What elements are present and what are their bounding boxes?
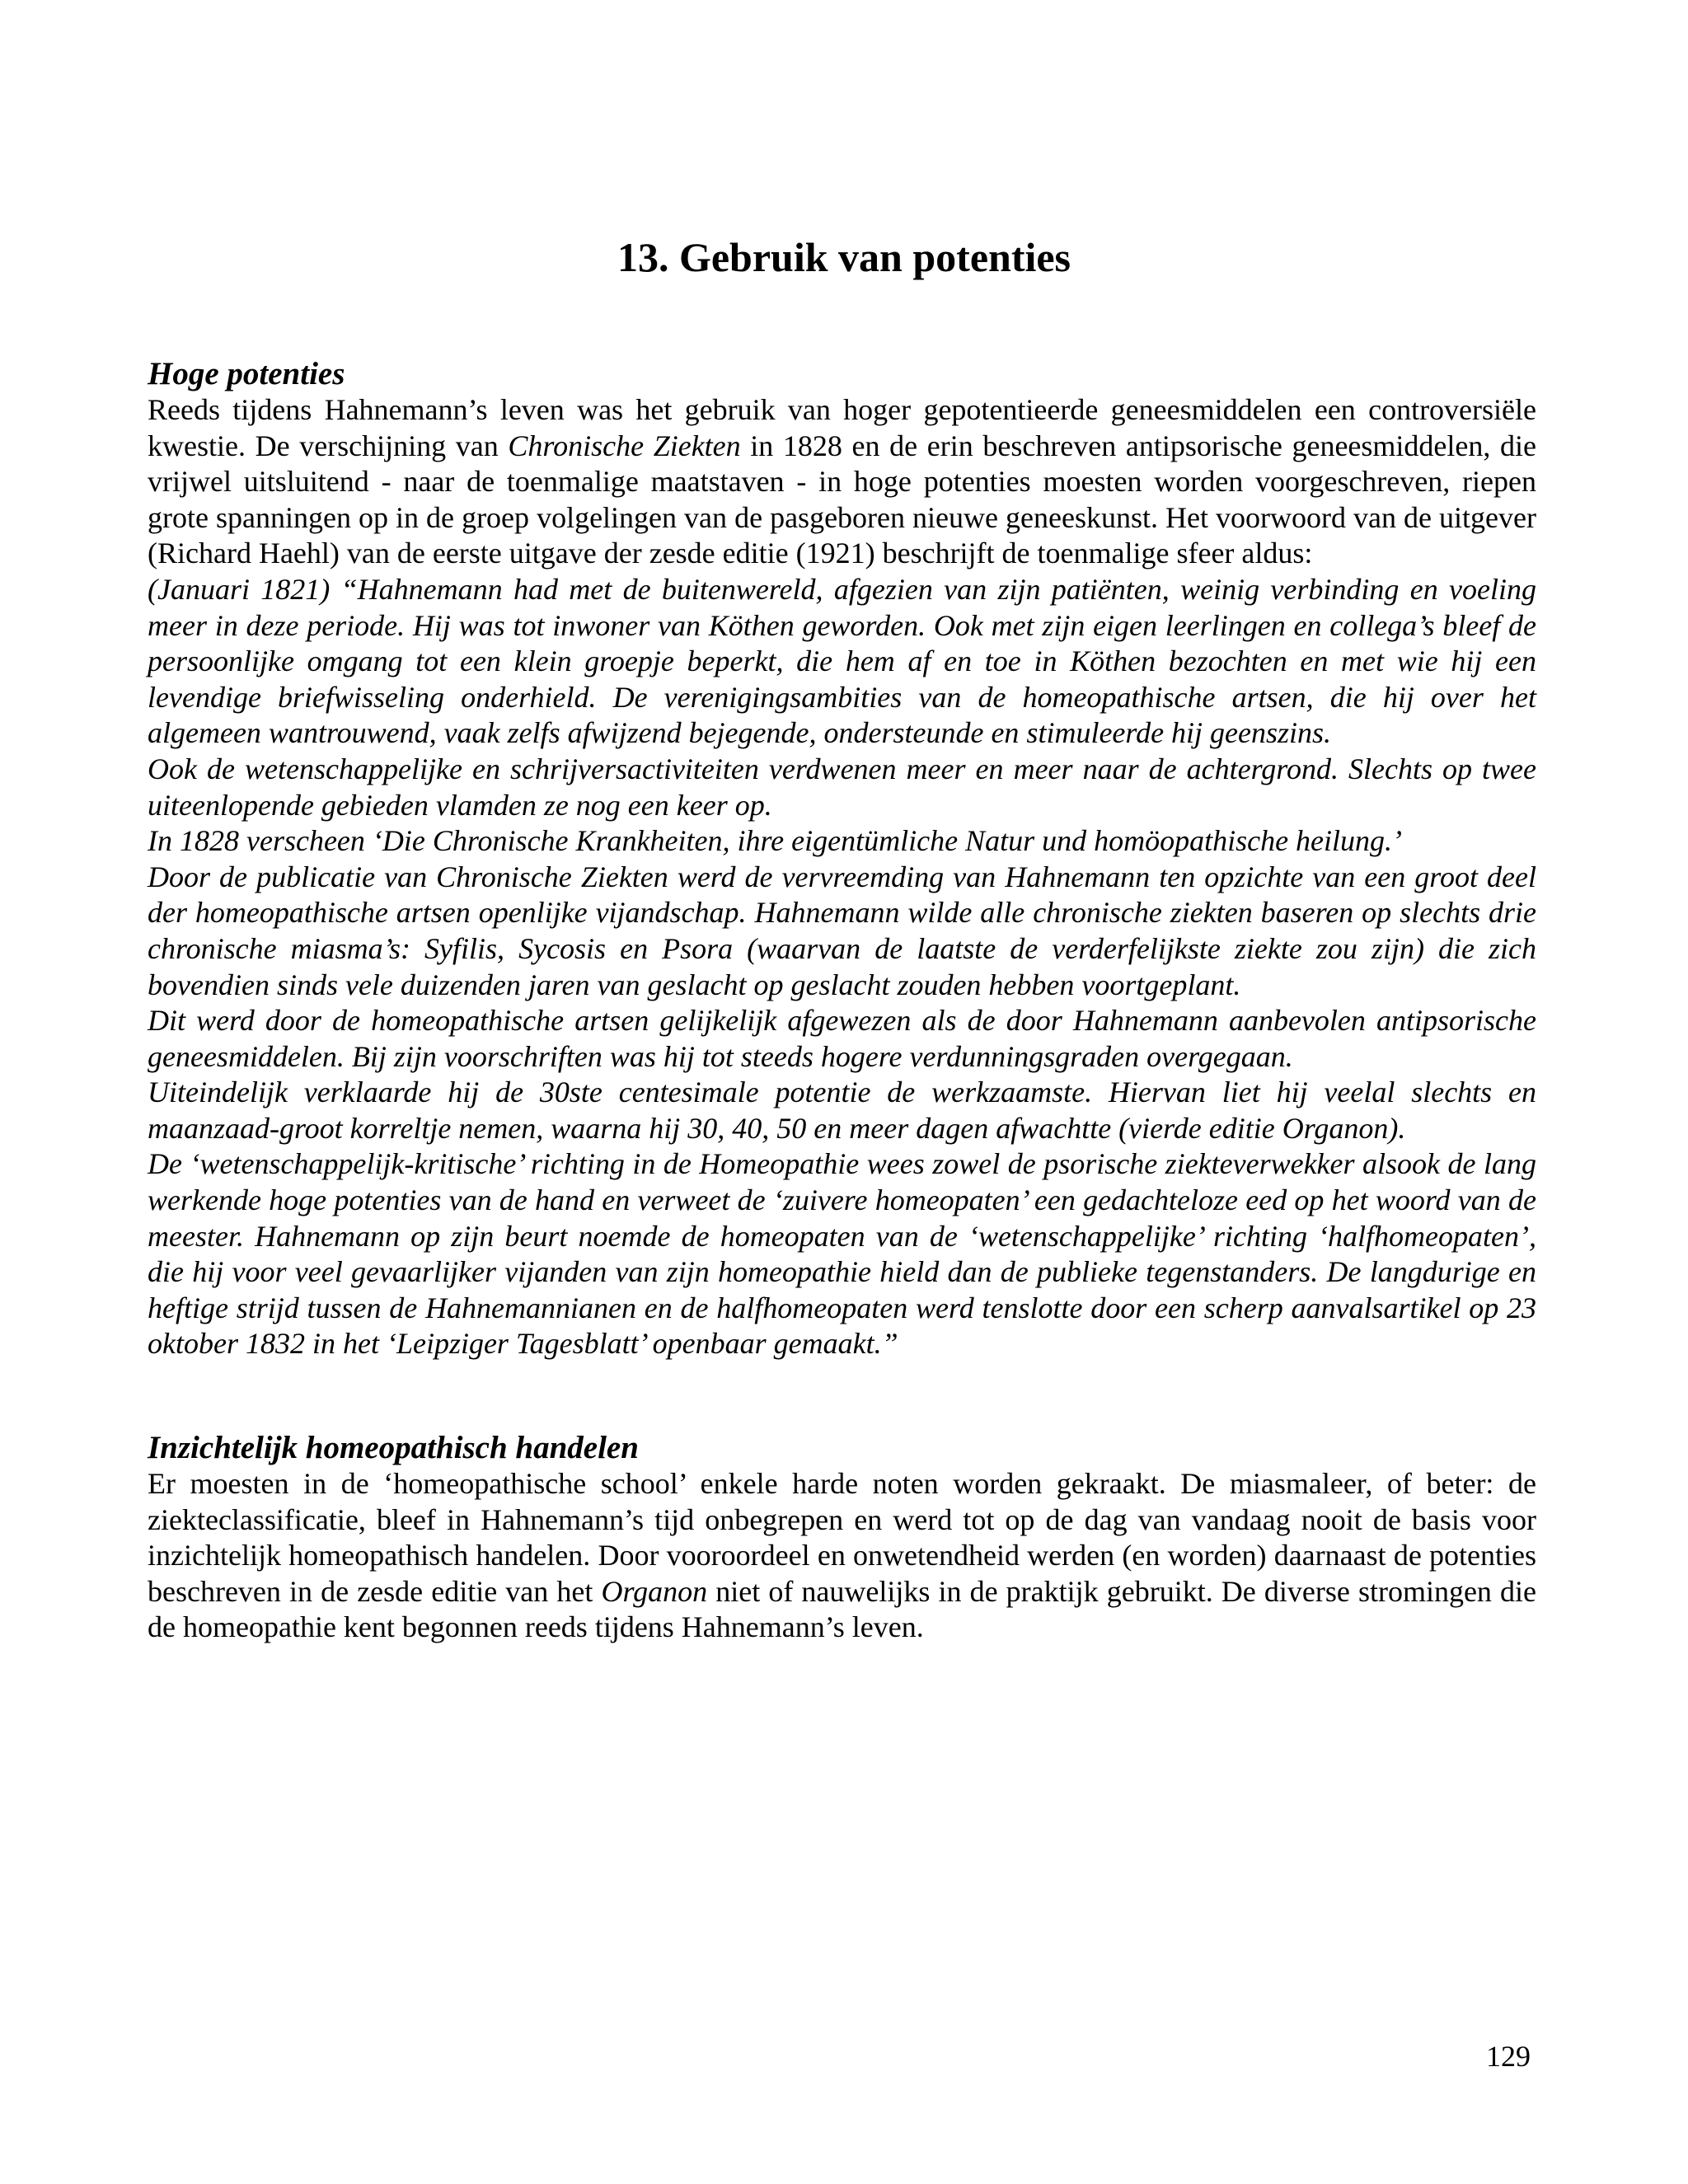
page-title: 13. Gebruik van potenties (617, 234, 1071, 280)
haehl-quote (148, 572, 1536, 1362)
body-paragraph (148, 1466, 1536, 1646)
body-text-part2: niet of nauwelijks in de praktijk gebruikt. De diverse stromingen die de homeopathie kent begonnen reeds tijdens Hahnemann’s leven. (148, 1574, 1537, 1644)
intro-text-part2: in 1828 en de erin beschreven antipsorische geneesmiddelen, die vrijwel uitsluitend - naar de toenmalige maatstaven - in hoge potenties moesten worden voorgeschreven, riepen grote spanningen op in de groep volgelingen van de pasgeboren nieuwe geneeskunst. Het voorwoord van de uitgever (Richard Haehl) van de eerste uitgave der zesde editie (1921) beschrijft de toenmalige sfeer aldus: (148, 429, 1536, 570)
body-text-part1: Er moesten in de ‘homeopathische school’ enkele harde noten worden gekraakt. De miasmaleer, of beter: de ziekteclassificatie, bleef in Hahnemann’s tijd onbegrepen en werd tot op de dag van vandaag nooit de basis voor inzichtelijk homeopathisch handelen. Door vooroordeel en onwetendheid werden (en worden) daarnaast de potenties beschreven in de zesde editie van het (148, 1467, 1536, 1608)
quote-paragraph-3: In 1828 verscheen ‘Die Chronische Krankheiten, ihre eigentümliche Natur und homöopathische heilung.’ (148, 824, 1403, 858)
section-heading-hoge-potenties: Hoge potenties (148, 356, 345, 391)
section-hoge-potenties (148, 356, 1536, 1362)
quote-paragraph-5: Dit werd door de homeopathische artsen gelijkelijk afgewezen als de door Hahnemann aanbevolen antipsorische geneesmiddelen. Bij zijn voorschriften was hij tot steeds hogere verdunningsgraden overgegaan. (148, 1004, 1536, 1073)
intro-text-part1: Reeds tijdens Hahnemann’s leven was het gebruik van hoger gepotentieerde geneesmiddelen een controversiële kwestie. De verschijning van (148, 393, 1536, 462)
section-heading-inzichtelijk: Inzichtelijk homeopathisch handelen (148, 1430, 639, 1466)
quote-paragraph-7: De ‘wetenschappelijk-kritische’ richting in de Homeopathie wees zowel de psorische ziekteverwekker alsook de lang werkende hoge potenties van de hand en verweet de ‘zuivere homeopaten’ een gedachteloze eed op het woord van de meester. Hahnemann op zijn beurt noemde de homeopaten van de ‘wetenschappelijke’ richting ‘halfhomeopaten’, die hij voor veel gevaarlijker vijanden van zijn homeopathie hield dan de publieke tegenstanders. De langdurige en heftige strijd tussen de Hahnemannianen en de halfhomeopaten werd tenslotte door een scherp aanvalsartikel op 23 oktober 1832 in het ‘Leipziger Tagesblatt’ openbaar gemaakt.” (148, 1147, 1536, 1361)
page-content (148, 356, 1536, 1646)
page-number: 129 (1486, 2040, 1531, 2073)
quote-paragraph-2: Ook de wetenschappelijke en schrijversactiviteiten verdwenen meer en meer naar de achtergrond. Slechts op twee uiteenlopende gebieden vlamden ze nog een keer op. (148, 752, 1536, 822)
body-book-title: Organon (601, 1574, 708, 1608)
quote-paragraph-4: Door de publicatie van Chronische Ziekten werd de vervreemding van Hahnemann ten opzichte van een groot deel der homeopathische artsen openlijke vijandschap. Hahnemann wilde alle chronische ziekten baseren op slechts drie chronische miasma’s: Syfilis, Sycosis en Psora (waarvan de laatste de verderfelijkste ziekte zou zijn) die zich bovendien sinds vele duizenden jaren van geslacht op geslacht zouden hebben voortgeplant. (148, 860, 1536, 1001)
section-inzichtelijk-handelen (148, 1430, 1536, 1646)
quote-paragraph-1: (Januari 1821) “Hahnemann had met de buitenwereld, afgezien van zijn patiënten, weinig verbinding en voeling meer in deze periode. Hij was tot inwoner van Köthen geworden. Ook met zijn eigen leerlingen en collega’s bleef de persoonlijke omgang tot een klein groepje beperkt, die hem af en toe in Köthen bezochten en met wie hij een levendige briefwisseling onderhield. De verenigingsambities van de homeopathische artsen, die hij over het algemeen wantrouwend, vaak zelfs afwijzend bejegende, ondersteunde en stimuleerde hij geenszins. (148, 572, 1536, 750)
intro-paragraph (148, 392, 1536, 572)
quote-paragraph-6: Uiteindelijk verklaarde hij de 30ste centesimale potentie de werkzaamste. Hiervan liet hij veelal slechts en maanzaad-groot korreltje nemen, waarna hij 30, 40, 50 en meer dagen afwachtte (vierde editie Organon). (148, 1076, 1536, 1145)
intro-book-title: Chronische Ziekten (508, 429, 741, 462)
